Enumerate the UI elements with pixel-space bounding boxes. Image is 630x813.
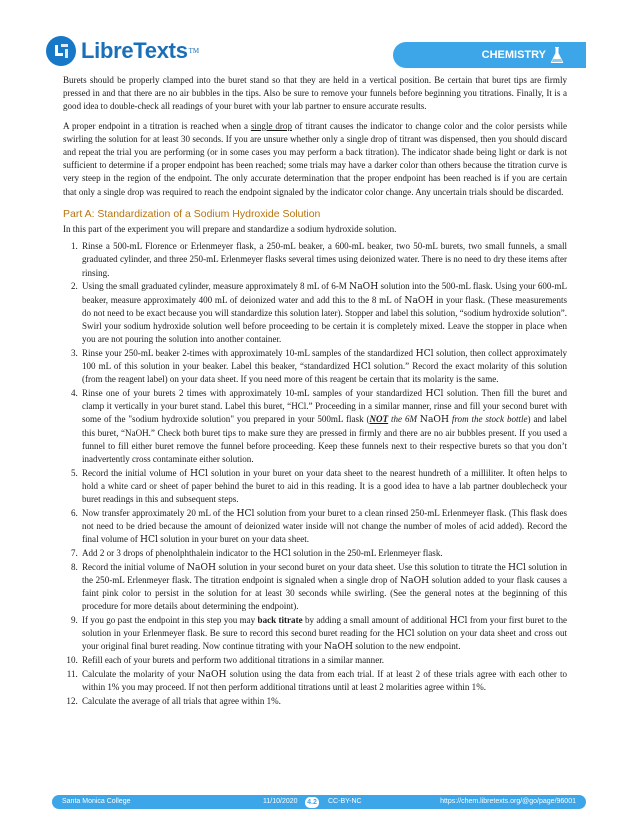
- text-span: by adding a small amount of additional: [302, 614, 450, 625]
- text-span: the 6M: [388, 414, 420, 425]
- page-footer: [52, 795, 586, 809]
- libretexts-logo-icon: [46, 36, 76, 66]
- step-7: [80, 547, 567, 560]
- text-span: solution. Then fill the buret and clamp it vertically in your buret stand. Label this buret, “HCl.” Proceeding in a similar manner, rinse and fill your second buret with some of the "sodium hydroxide solution" you prepared in your 500mL flask (: [82, 387, 568, 425]
- step-1: 1. Rinse a 500-mL Florence or Erlenmeyer flask, a 250-mL beaker, a 600-mL beaker, two 50-mL burets, two small funnels, a small graduated cylinder, and three 250-mL Erlenmeyer flasks several times using deionized water. There is no need to dry these items after rinsing.: [80, 240, 567, 280]
- document-body: [63, 74, 567, 708]
- formula-naoh: NaOH: [197, 668, 227, 680]
- formula-naoh: NaOH: [349, 281, 379, 293]
- text-span: Now transfer approximately 20 mL of the: [82, 507, 237, 518]
- text-span: Add 2 or 3 drops of phenolphthalein indicator to the: [82, 547, 273, 558]
- footer-page-link[interactable]: https://chem.libretexts.org/@go/page/96001: [440, 798, 576, 805]
- formula-naoh: NaOH: [404, 294, 434, 306]
- italic-text: from the stock bottle: [448, 414, 528, 425]
- text-span: solution added to your flask causes a faint pink color to persist in the solution for at least 30 seconds while swirling. (See the general notes at the beginning of this procedure for more details about determining the endpoint).: [82, 574, 567, 612]
- text-span: A proper endpoint in a titration is reached when a: [63, 120, 251, 131]
- step-5: [80, 467, 567, 507]
- text-span: Using the small graduated cylinder, measure approximately 8 mL of 6-M: [82, 281, 350, 292]
- libretexts-logo[interactable]: [46, 36, 199, 66]
- step-8: [80, 561, 567, 614]
- section-intro: In this part of the experiment you will prepare and standardize a sodium hydroxide solution.: [63, 224, 397, 235]
- chemistry-banner[interactable]: [393, 42, 586, 68]
- formula-hcl: HCl: [425, 387, 444, 399]
- formula-hcl: HCl: [449, 614, 468, 626]
- brand-name: LibreTexts: [81, 38, 188, 63]
- text-span: solution to the new endpoint.: [353, 641, 461, 652]
- page-header: [0, 0, 630, 70]
- brand-trademark: TM: [188, 47, 200, 55]
- text-span: solution, then collect approximately 100 mL of this solution in your beaker. Label this beaker, “standardized: [82, 347, 568, 372]
- section-heading: Part A: Standardization of a Sodium Hydroxide Solution: [63, 207, 321, 220]
- formula-hcl: HCl: [272, 547, 291, 559]
- text-span: solution from your buret to a clean rinsed 250-mL Erlenmeyer flask. (This flask does not need to be dried because the amount of deionized water inside will not change the number of moles of acid added). Record the final volume of: [82, 507, 567, 545]
- step-3: [80, 347, 567, 387]
- chemistry-label: CHEMISTRY: [481, 49, 546, 61]
- text-span: solution on your data sheet and cross out your original final buret reading. Now continue titrating with your: [82, 628, 567, 652]
- page-number-badge: 4.2: [305, 797, 319, 808]
- formula-hcl: HCl: [236, 507, 255, 519]
- formula-hcl: HCl: [508, 561, 526, 573]
- formula-naoh: NaOH: [186, 561, 217, 573]
- text-span: solution.” Record the exact molarity of this solution (from the reagent label) on your data sheet. If you need more of this reagent be certain that its molarity is the same.: [82, 361, 568, 385]
- text-span: Rinse your 250-mL beaker 2-times with approximately 10-mL samples of the standardized: [82, 347, 416, 358]
- text-span: solution in your buret on your data sheet.: [158, 534, 310, 545]
- text-span: Calculate the molarity of your: [82, 668, 198, 679]
- text-span: solution into the 500-mL flask. Using your 600-mL beaker, measure approximately 400 mL of deionized water and add this to the 8 mL of: [82, 281, 567, 305]
- formula-naoh: NaOH: [419, 414, 449, 426]
- paragraph-buret-setup: Burets should be properly clamped into the buret stand so that they are held in a vertical position. Be certain that buret tips are firmly pressed in and that there are no air bubbles in the tips. Also be sure to remove your funnels before beginning you titrations. Finally, It is a good idea to double-check all readings of your buret with your lab partner to ensure accurate results.: [63, 75, 567, 112]
- underlined-text: single drop: [250, 120, 292, 131]
- text-span: solution in your second buret on your data sheet. Use this solution to titrate the: [216, 561, 509, 572]
- step-2: [80, 280, 567, 346]
- step-11: [80, 668, 567, 694]
- formula-hcl: HCl: [415, 347, 434, 359]
- text-span: from your first buret to the solution in your Erlenmeyer flask. Be sure to record this second buret reading for the: [82, 614, 567, 639]
- formula-hcl: HCl: [352, 361, 371, 373]
- formula-hcl: HCl: [140, 534, 159, 546]
- paragraph-endpoint: [63, 120, 567, 199]
- step-4: [80, 387, 567, 466]
- step-9: [80, 614, 567, 654]
- step-6: [80, 507, 567, 547]
- text-span: Record the initial volume of: [82, 467, 191, 478]
- step-12: 12. Calculate the average of all trials that agree within 1%.: [80, 695, 567, 708]
- text-span: solution in the 250-mL Erlenmeyer flask.: [290, 547, 443, 558]
- text-span: Rinse one of your burets 2 times with approximately 10-mL samples of your standardized: [82, 387, 426, 398]
- bold-text: back titrate: [257, 614, 303, 625]
- formula-hcl: HCl: [190, 467, 209, 479]
- formula-hcl: HCl: [396, 628, 415, 640]
- text-span: in your flask. (These measurements do not need to be exact because you will standardize this solution later). Stopper and label this solution, “sodium hydroxide solution”. Swirl your sodium hydroxide solution well before proceeding to be certain it is completely mixed. Leave the stopper in place when you are not pouring the solution into another container.: [82, 294, 568, 345]
- text-span: If you go past the endpoint in this step you may: [82, 614, 258, 625]
- footer-college: Santa Monica College: [62, 798, 131, 805]
- text-span: solution in the 250-mL Erlenmeyer flask. The titration endpoint is signaled when a single drop of: [82, 561, 567, 585]
- footer-license[interactable]: CC-BY-NC: [328, 798, 362, 805]
- text-span: solution in your buret on your data sheet to the nearest hundreth of a milliliter. It often helps to hold a white card or sheet of paper behind the buret to aid in this reading. It is a good idea to have a lab partner doublecheck your buret readings in this and subsequent steps.: [82, 467, 567, 505]
- footer-date: 11/10/2020: [263, 798, 298, 805]
- text-span: of titrant causes the indicator to change color and the color persists while swirling the solution for at least 30 seconds. If you are unsure whether only a single drop of titrant was dispensed, then you should discard and repeat the trial you are performing (or in some cases you may perform a back titration). The indicator shade being light or dark is not sufficient to determine if a proper endpoint has been reached; some trials may have a darker color than others because the titration curve is very steep in the region of the endpoint. The only accurate determination that the proper endpoint has been reached is if you are certain that only a single drop was required to reach the endpoint signaled by the indicator color change. Any uncertain trials should be discarded.: [63, 120, 567, 197]
- procedure-steps: [63, 240, 567, 708]
- formula-naoh: NaOH: [400, 574, 430, 586]
- formula-naoh: NaOH: [323, 641, 354, 653]
- text-span: Record the initial volume of: [82, 561, 187, 572]
- text-span: ) and label this buret, “NaOH.” Check both buret tips to make sure they are pressed in firmly and there are no air bubbles present. If you used a funnel to fill either buret remove the funnel before proceeding. Keep these funnels next to their respective burets so that you don’t inadvertently cross contaminate either solution.: [82, 414, 567, 464]
- flask-icon: [550, 46, 564, 64]
- emphasis-not: NOT: [369, 414, 389, 425]
- text-span: solution using the data from each trial. If at least 2 of these trials agree with each other to within 1% you may proceed. If not then perform additional titrations until at least 2 molarities agree within 1%.: [82, 668, 567, 692]
- step-10: 10. Refill each of your burets and perform two additional titrations in a similar manner.: [80, 654, 567, 667]
